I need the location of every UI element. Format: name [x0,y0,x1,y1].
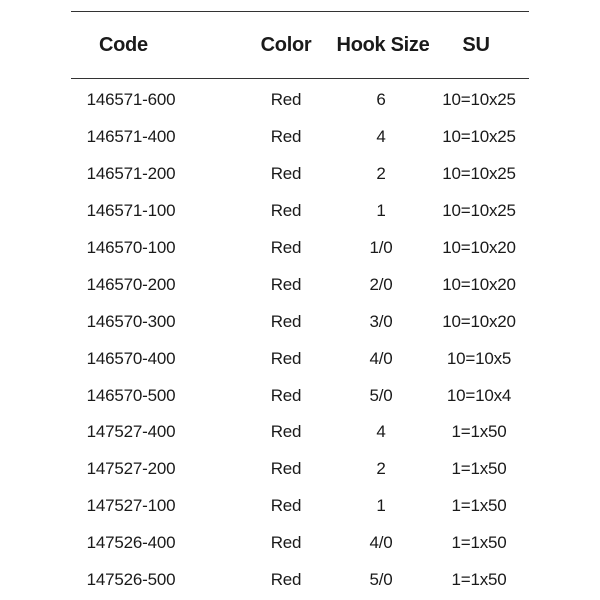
cell-su: 10=10x25 [442,164,516,184]
cell-color: Red [270,459,302,479]
cell-code: 146571-400 [86,127,176,147]
cell-su: 1=1x50 [451,459,507,479]
cell-su: 10=10x20 [442,274,516,294]
cell-code: 146571-100 [86,201,176,221]
cell-code: 146570-400 [86,348,176,368]
table-row [71,82,529,119]
cell-color: Red [270,311,302,331]
cell-code: 146570-200 [86,274,176,294]
cell-hook-size: 1/0 [369,238,393,257]
cell-hook-size: 2 [376,459,386,479]
table-row [71,119,529,156]
cell-hook-size: 4 [376,127,386,147]
cell-code: 147526-400 [86,533,176,553]
cell-hook-size: 3/0 [369,311,393,331]
cell-hook-size: 5/0 [369,570,393,590]
table-row [71,230,529,267]
header-color: Color [260,33,312,56]
cell-code: 146571-200 [86,164,176,184]
cell-color: Red [270,570,302,590]
cell-code: 147527-200 [86,459,176,479]
cell-color: Red [270,348,302,368]
cell-code: 146571-600 [86,90,176,110]
table-header [71,12,529,78]
table-row [71,562,529,599]
cell-hook-size: 4/0 [369,348,393,368]
cell-code: 147527-100 [86,496,176,516]
header-su: SU [462,33,490,56]
cell-code: 146570-500 [86,385,176,405]
cell-color: Red [270,238,302,257]
cell-color: Red [270,274,302,294]
table-row [71,377,529,414]
header-hook-size: Hook Size [336,33,430,56]
cell-code: 147527-400 [86,422,176,442]
cell-hook-size: 4 [376,422,386,442]
cell-code: 146570-100 [86,238,176,257]
cell-su: 10=10x5 [446,348,512,368]
cell-su: 10=10x25 [442,201,516,221]
table-row [71,451,529,488]
cell-su: 10=10x20 [442,311,516,331]
cell-su: 1=1x50 [451,570,507,590]
cell-color: Red [270,533,302,553]
cell-hook-size: 1 [376,201,386,221]
cell-color: Red [270,422,302,442]
cell-hook-size: 2/0 [369,274,393,294]
cell-su: 1=1x50 [451,496,507,516]
cell-code: 147526-500 [86,570,176,590]
table-row [71,303,529,340]
table-body [71,79,529,598]
cell-color: Red [270,90,302,110]
cell-color: Red [270,127,302,147]
table-row [71,156,529,193]
cell-hook-size: 1 [376,496,386,516]
cell-color: Red [270,385,302,405]
cell-color: Red [270,164,302,184]
cell-su: 10=10x25 [442,90,516,110]
table-row [71,266,529,303]
table-row [71,488,529,525]
cell-su: 10=10x25 [442,127,516,147]
cell-hook-size: 4/0 [369,533,393,553]
cell-su: 1=1x50 [451,533,507,553]
product-table [71,11,529,598]
cell-su: 10=10x4 [446,385,512,405]
table-row [71,340,529,377]
cell-code: 146570-300 [86,311,176,331]
cell-hook-size: 5/0 [369,385,393,405]
table-row [71,525,529,562]
cell-su: 1=1x50 [451,422,507,442]
table-row [71,193,529,230]
cell-hook-size: 2 [376,164,386,184]
header-code: Code [99,33,148,56]
table-row [71,414,529,451]
cell-color: Red [270,201,302,221]
cell-su: 10=10x20 [442,238,516,257]
cell-hook-size: 6 [376,90,386,110]
cell-color: Red [270,496,302,516]
